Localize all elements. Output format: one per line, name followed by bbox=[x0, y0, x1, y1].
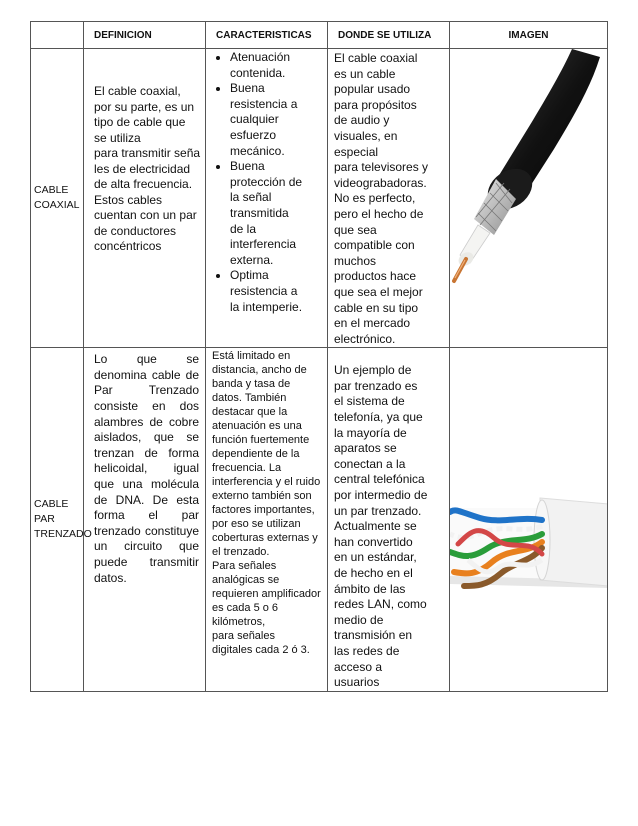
list-item: • Atenuación contenida. bbox=[230, 50, 323, 81]
twisted-pair-cable-image bbox=[450, 348, 608, 685]
definicion-coaxial: El cable coaxial, por su parte, es un tipo de cable que se utiliza para transmitir seña les de electricidad de alta frecuencia. Estos cables cuentan con un par de conductores concéntricos bbox=[84, 49, 206, 348]
caracteristicas-coaxial bbox=[206, 49, 328, 348]
header-imagen: IMAGEN bbox=[450, 22, 608, 49]
comparison-table bbox=[30, 21, 607, 692]
table-row bbox=[31, 348, 608, 691]
list-item: • Optima resistencia a la intemperie. bbox=[230, 268, 323, 315]
header-row bbox=[31, 22, 608, 49]
imagen-par-trenzado-cell bbox=[450, 348, 608, 691]
coaxial-cable-image bbox=[450, 49, 608, 327]
header-empty-cell bbox=[31, 22, 84, 49]
row-label-par-trenzado: CABLE PAR TRENZADO bbox=[31, 348, 84, 691]
imagen-coaxial-cell bbox=[450, 49, 608, 348]
header-donde-se-utiliza: DONDE SE UTILIZA bbox=[328, 22, 450, 49]
caracteristicas-par-trenzado: Está limitado en distancia, ancho de banda y tasa de datos. También destacar que la atenuación es una función fuertemente dependiente de la frecuencia. La interferencia y el ruido externo también son factores importantes, por eso se utilizan coberturas externas y el trenzado. Para señales analógicas se requieren amplificador es cada 5 o 6 kilómetros, para señales digitales cada 2 ó 3. bbox=[206, 348, 328, 691]
row-label-coaxial: CABLE COAXIAL bbox=[31, 49, 84, 348]
list-item: • Buena resistencia a cualquier esfuerzo mecánico. bbox=[230, 81, 323, 159]
list-item: • Buena protección de la señal transmitida de la interferencia externa. bbox=[230, 159, 323, 268]
donde-coaxial: El cable coaxial es un cable popular usado para propósitos de audio y visuales, en especial para televisores y videograbadoras. No es perfecto, pero el hecho de que sea compatible con muchos productos hace que sea el mejor cable en su tipo en el mercado electrónico. bbox=[328, 49, 450, 348]
header-caracteristicas: CARACTERISTICAS bbox=[206, 22, 328, 49]
header-definicion: DEFINICION bbox=[84, 22, 206, 49]
definicion-par-trenzado: Lo que se denomina cable de Par Trenzado consiste en dos alambres de cobre aislados, que se trenzan de forma helicoidal, igual que una molécula de DNA. De esta forma el par trenzado constituye un circuito que puede transmitir datos. bbox=[84, 348, 206, 691]
table-row bbox=[31, 49, 608, 348]
donde-par-trenzado: Un ejemplo de par trenzado es el sistema de telefonía, ya que la mayoría de aparatos se conectan a la central telefónica por intermedio de un par trenzado. Actualmente se han convertido en un estándar, de hecho en el ámbito de las redes LAN, como medio de transmisión en las redes de acceso a usuarios bbox=[328, 348, 450, 691]
feature-list bbox=[206, 49, 327, 315]
